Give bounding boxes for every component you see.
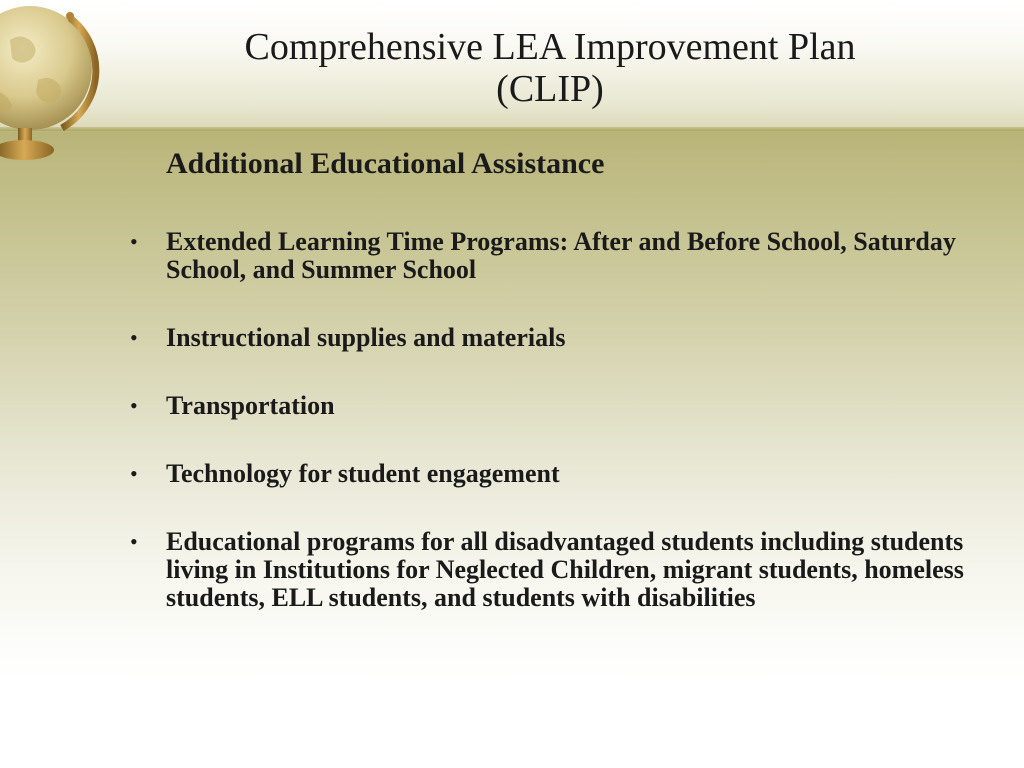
slide-title-line1: Comprehensive LEA Improvement Plan	[244, 26, 856, 68]
bullet-item	[130, 460, 980, 488]
bullet-text: Transportation	[166, 391, 335, 420]
bullet-item	[130, 324, 980, 352]
bullet-text: Extended Learning Time Programs: After and Before School, Saturday School, and Summer School	[166, 227, 956, 284]
section-subheading: Additional Educational Assistance	[166, 147, 605, 180]
title-divider	[0, 127, 1024, 131]
bullet-text: Technology for student engagement	[166, 459, 560, 488]
bullet-icon: •	[130, 325, 138, 350]
bullet-icon: •	[130, 529, 138, 554]
slide-title	[120, 26, 980, 110]
bullet-item	[130, 228, 980, 284]
bullet-list	[130, 228, 980, 652]
bullet-text: Instructional supplies and materials	[166, 323, 566, 352]
bullet-icon: •	[130, 229, 138, 254]
globe-icon	[0, 0, 100, 170]
bullet-item	[130, 392, 980, 420]
bullet-icon: •	[130, 393, 138, 418]
slide-title-line2: (CLIP)	[496, 68, 604, 110]
bullet-text: Educational programs for all disadvantaged students including students living in Institutions for Neglected Children, migrant students, homeless students, ELL students, and students with disabilities	[166, 527, 964, 612]
bullet-item	[130, 528, 980, 612]
bullet-icon: •	[130, 461, 138, 486]
